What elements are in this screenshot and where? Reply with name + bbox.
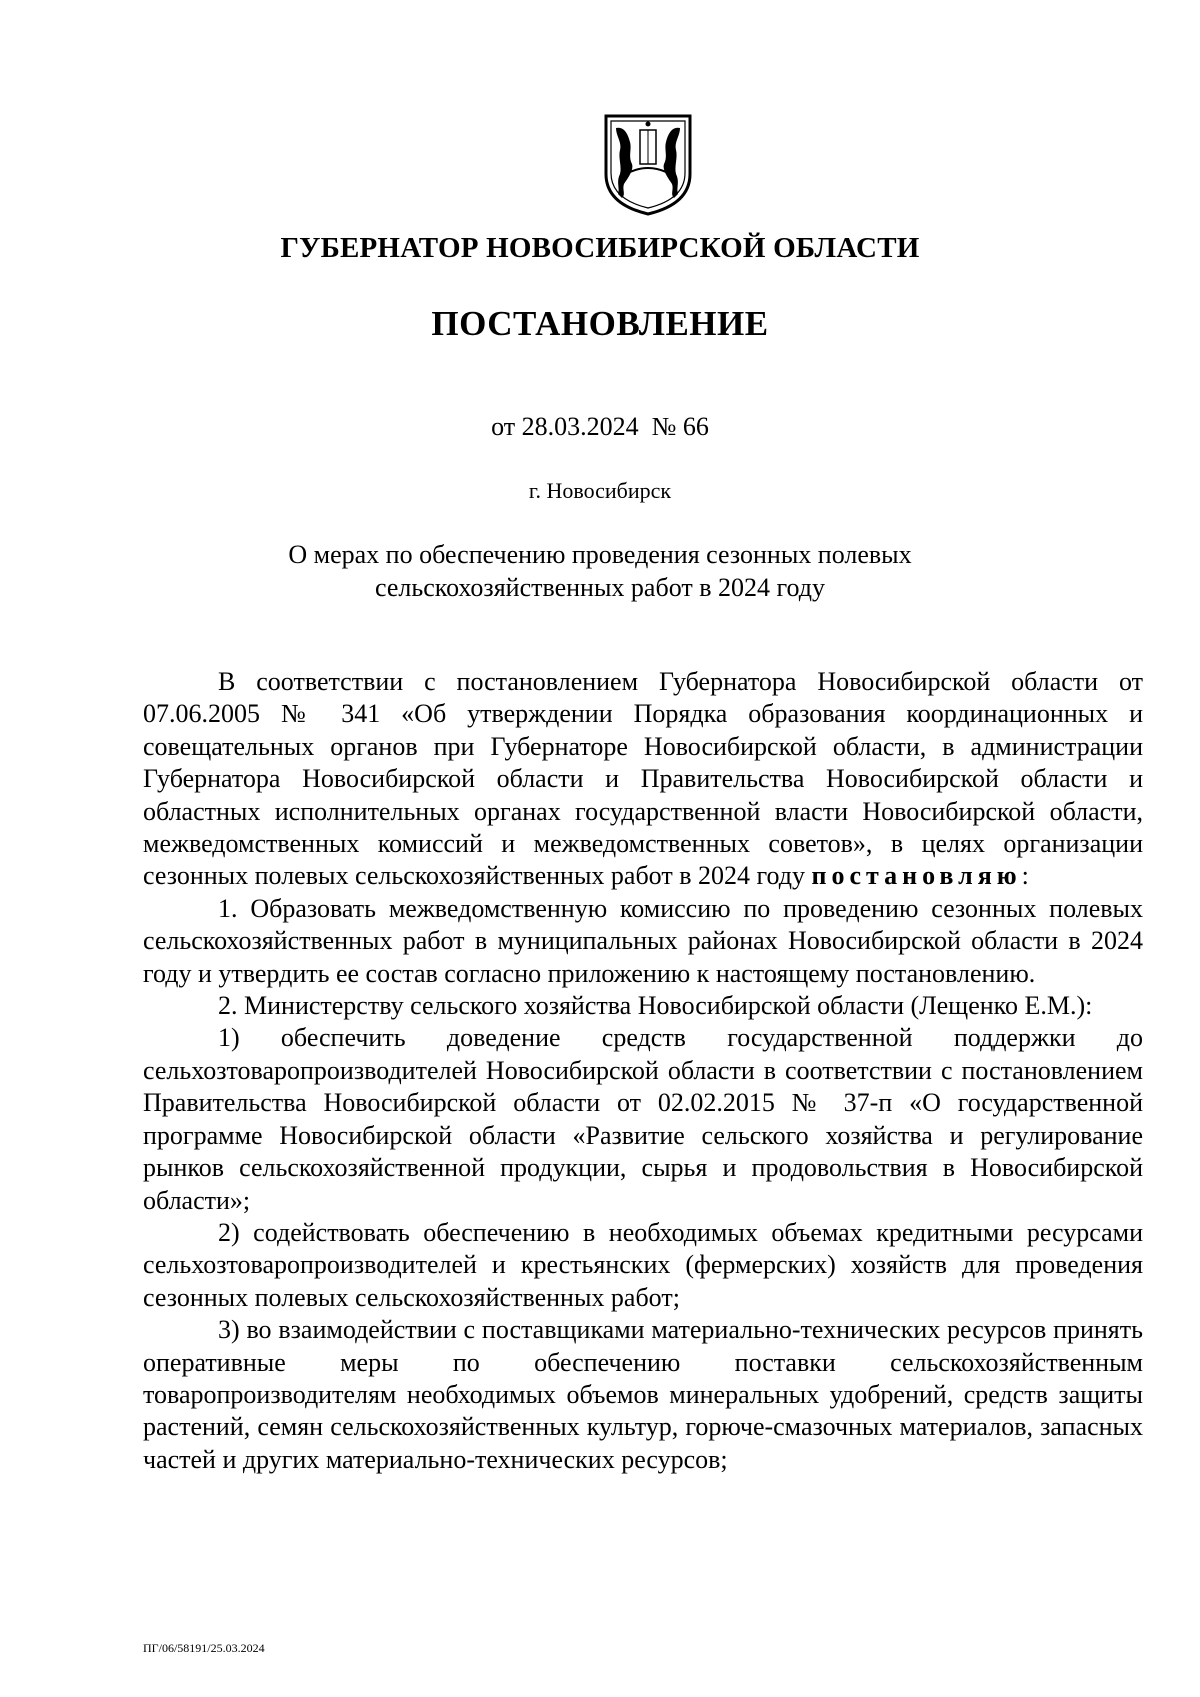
coat-of-arms-icon bbox=[602, 112, 694, 218]
item-2-2-paragraph: 2) содействовать обеспечению в необходимых объемах кредитными ресурсами сельхозтоваропроизводителей и крестьянских (фермерских) хозяйств для проведения сезонных полевых сельскохозяйственных работ; bbox=[143, 1217, 1143, 1312]
document-type: ПОСТАНОВЛЕНИЕ bbox=[431, 304, 769, 343]
item-2-paragraph: 2. Министерству сельского хозяйства Новосибирской области (Лещенко Е.М.): bbox=[218, 991, 1093, 1021]
item-2-1-paragraph: 1) обеспечить доведение средств государственной поддержки до сельхозтоваропроизводителей Новосибирской области в соответствии с постановлением Правительства Новосибирской области от 02.02.2015 № 37-п «О государственной программе Новосибирской области «Развитие сельского хозяйства и регулирование рынков сельскохозяйственной продукции, сырья и продовольствия в Новосибирской области»; bbox=[143, 1023, 1143, 1215]
document-code: ПГ/06/58191/25.03.2024 bbox=[143, 1641, 265, 1655]
issuer-title: ГУБЕРНАТОР НОВОСИБИРСКОЙ ОБЛАСТИ bbox=[280, 232, 920, 264]
document-body bbox=[143, 666, 1143, 1476]
subject-line-1: О мерах по обеспечению проведения сезонных полевых bbox=[288, 540, 912, 569]
document-number: № 66 bbox=[651, 412, 709, 441]
date-number-gap bbox=[639, 412, 652, 441]
subject-line-2: сельскохозяйственных работ в 2024 году bbox=[374, 573, 825, 602]
document-subject bbox=[0, 538, 1200, 604]
date-number-line bbox=[0, 412, 1200, 442]
decree-colon: : bbox=[1021, 861, 1029, 891]
preamble-text: В соответствии с постановлением Губернатора Новосибирской области от 07.06.2005 № 341 «Об утверждении Порядка образования координационных и совещательных органов при Губернаторе Новосибирской области, в администрации Губернатора Новосибирской области и Правительства Новосибирской области и областных исполнительных органах государственной власти Новосибирской области, межведомственных комиссий и межведомственных советов», в целях организации сезонных полевых сельскохозяйственных работ в 2024 году bbox=[143, 667, 1143, 891]
decree-word: постановляю bbox=[811, 861, 1022, 891]
city-name: г. Новосибирск bbox=[528, 478, 672, 503]
document-date: от 28.03.2024 bbox=[491, 412, 639, 441]
preamble-paragraph bbox=[143, 666, 1143, 893]
item-1-paragraph: 1. Образовать межведомственную комиссию по проведению сезонных полевых сельскохозяйственных работ в муниципальных районах Новосибирской области в 2024 году и утвердить ее состав согласно приложению к настоящему постановлению. bbox=[143, 893, 1143, 988]
item-2-3-paragraph: 3) во взаимодействии с поставщиками материально-технических ресурсов принять оперативные меры по обеспечению поставки сельскохозяйственным товаропроизводителям необходимых объемов минеральных удобрений, средств защиты растений, семян сельскохозяйственных культур, горюче-смазочных материалов, запасных частей и других материально-технических ресурсов; bbox=[143, 1315, 1143, 1474]
